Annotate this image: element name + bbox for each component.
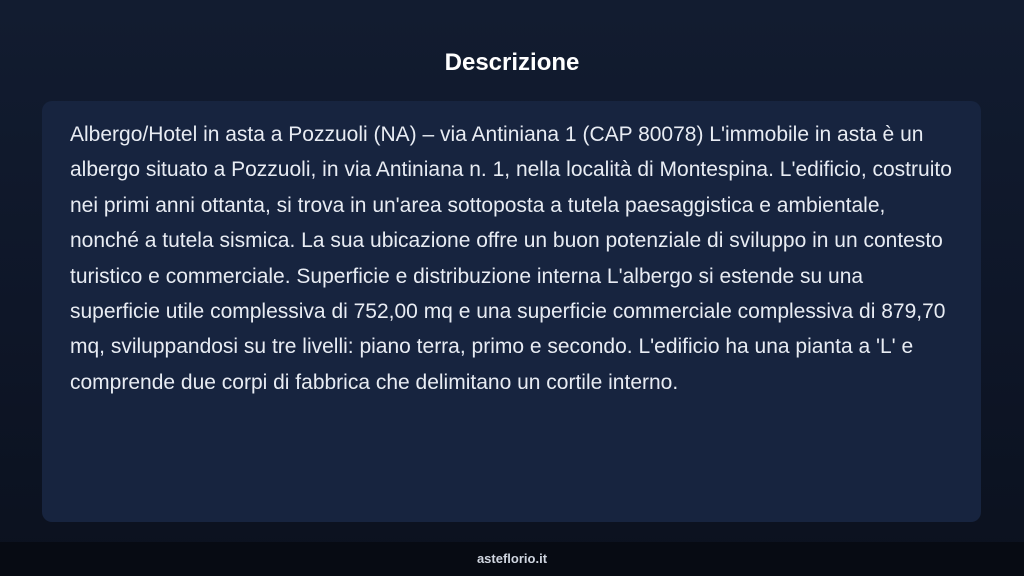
description-text: Albergo/Hotel in asta a Pozzuoli (NA) – via Antiniana 1 (CAP 80078) L'immobile in asta è un albergo situato a Pozzuoli, in via Antiniana n. 1, nella località di Montespina. L'edificio, costruito nei primi anni ottanta, si trova in un'area sottoposta a tutela paesaggistica e ambientale, nonché a tutela sismica. La sua ubicazione offre un buon potenziale di sviluppo in un contesto turistico e commerciale. Superficie e distribuzione interna L'albergo si estende su una superficie utile complessiva di 752,00 mq e una superficie commerciale complessiva di 879,70 mq, sviluppandosi su tre livelli: piano terra, primo e secondo. L'edificio ha una pianta a 'L' e comprende due corpi di fabbrica che delimitano un cortile interno. (70, 123, 952, 394)
description-card (42, 101, 981, 522)
footer-site-label: asteflorio.it (476, 551, 548, 566)
page-title: Descrizione (444, 49, 580, 76)
footer-bar (0, 542, 1024, 576)
